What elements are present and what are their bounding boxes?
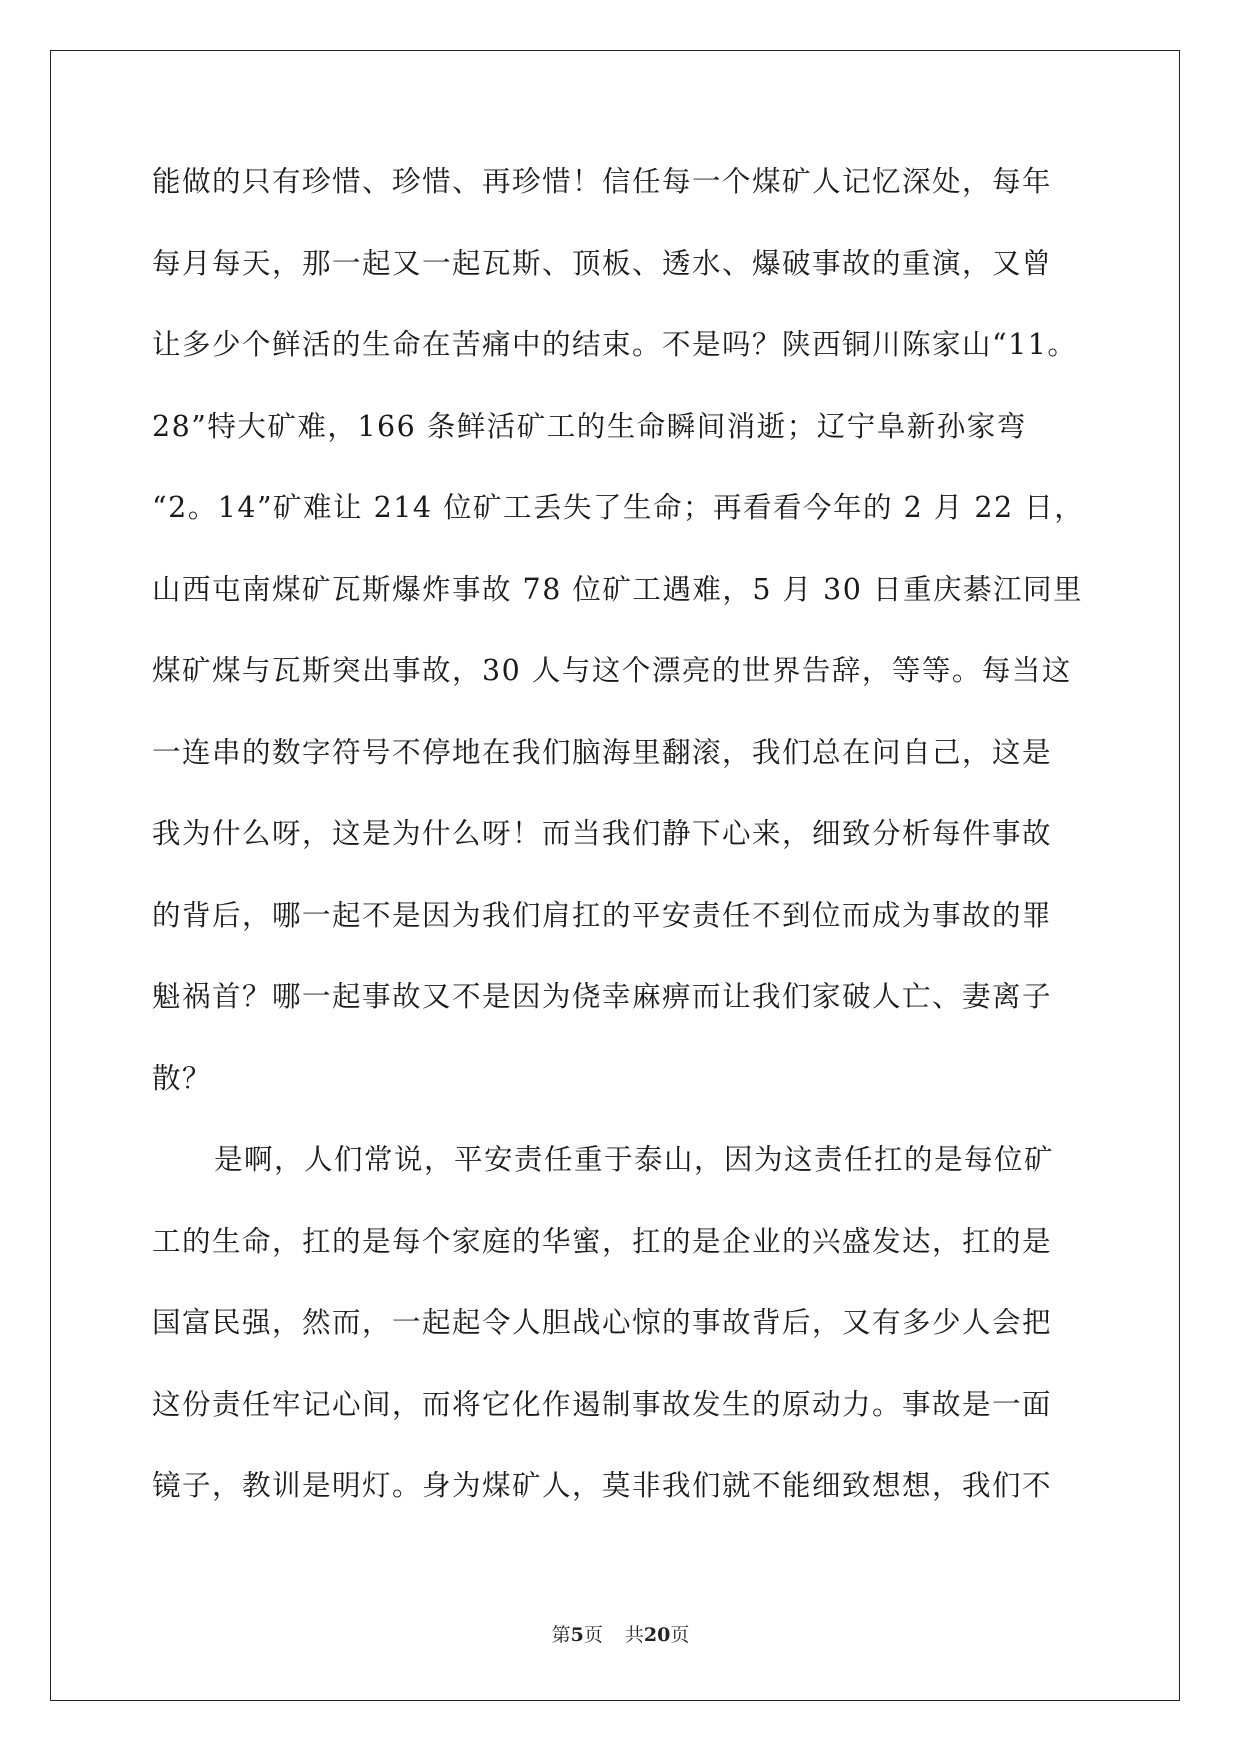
text-line: 山西屯南煤矿瓦斯爆炸事故 78 位矿工遇难，5 月 30 日重庆綦江同里 (152, 572, 1083, 606)
text-line: 工的生命，扛的是每个家庭的华蜜，扛的是企业的兴盛发达，扛的是 (152, 1224, 1053, 1258)
paragraph-2 (152, 1138, 1082, 1546)
body-text (152, 160, 1085, 1546)
page-indicator (552, 1624, 603, 1646)
text-line: 散？ (152, 1061, 213, 1095)
total-suffix: 页 (670, 1624, 690, 1646)
text-line: 28”特大矿难，166 条鲜活矿工的生命瞬间消逝；辽宁阜新孙家弯 (152, 409, 1027, 443)
text-line: 镜子，教训是明灯。身为煤矿人，莫非我们就不能细致想想，我们不 (152, 1469, 1053, 1502)
text-line: 国富民强，然而，一起起令人胆战心惊的事故背后，又有多少人会把 (152, 1306, 1053, 1339)
page-number: 5 (570, 1624, 584, 1646)
text-line: 的背后，哪一起不是因为我们肩扛的平安责任不到位而成为事故的罪 (152, 898, 1053, 932)
total-pages: 20 (643, 1624, 671, 1646)
total-indicator (625, 1624, 689, 1646)
text-line: 煤矿煤与瓦斯突出事故，30 人与这个漂亮的世界告辞，等等。每当这 (152, 654, 1072, 687)
text-line: 这份责任牢记心间，而将它化作遏制事故发生的原动力。事故是一面 (152, 1387, 1053, 1421)
paragraph-1 (152, 160, 1085, 1138)
text-line-indented: 是啊，人们常说，平安责任重于泰山，因为这责任扛的是每位矿 (214, 1143, 1055, 1176)
text-line: 魁祸首？哪一起事故又不是因为侥幸麻痹而让我们家破人亡、妻离子 (152, 980, 1053, 1013)
text-line: 能做的只有珍惜、珍惜、再珍惜！信任每一个煤矿人记忆深处，每年 (152, 165, 1053, 198)
page-footer (0, 1620, 1241, 1647)
text-line: 一连串的数字符号不停地在我们脑海里翻滚，我们总在问自己，这是 (152, 735, 1053, 769)
total-prefix: 共 (624, 1624, 644, 1646)
page-prefix: 第 (551, 1624, 571, 1646)
text-line: 我为什么呀，这是为什么呀！而当我们静下心来，细致分析每件事故 (152, 817, 1053, 850)
text-line: 让多少个鲜活的生命在苦痛中的结束。不是吗？陕西铜川陈家山“11。 (152, 328, 1078, 361)
text-line: 每月每天，那一起又一起瓦斯、顶板、透水、爆破事故的重演，又曾 (152, 246, 1053, 280)
page-suffix: 页 (583, 1624, 603, 1646)
text-line: “2。14”矿难让 214 位矿工丢失了生命；再看看今年的 2 月 22 日， (152, 491, 1085, 524)
